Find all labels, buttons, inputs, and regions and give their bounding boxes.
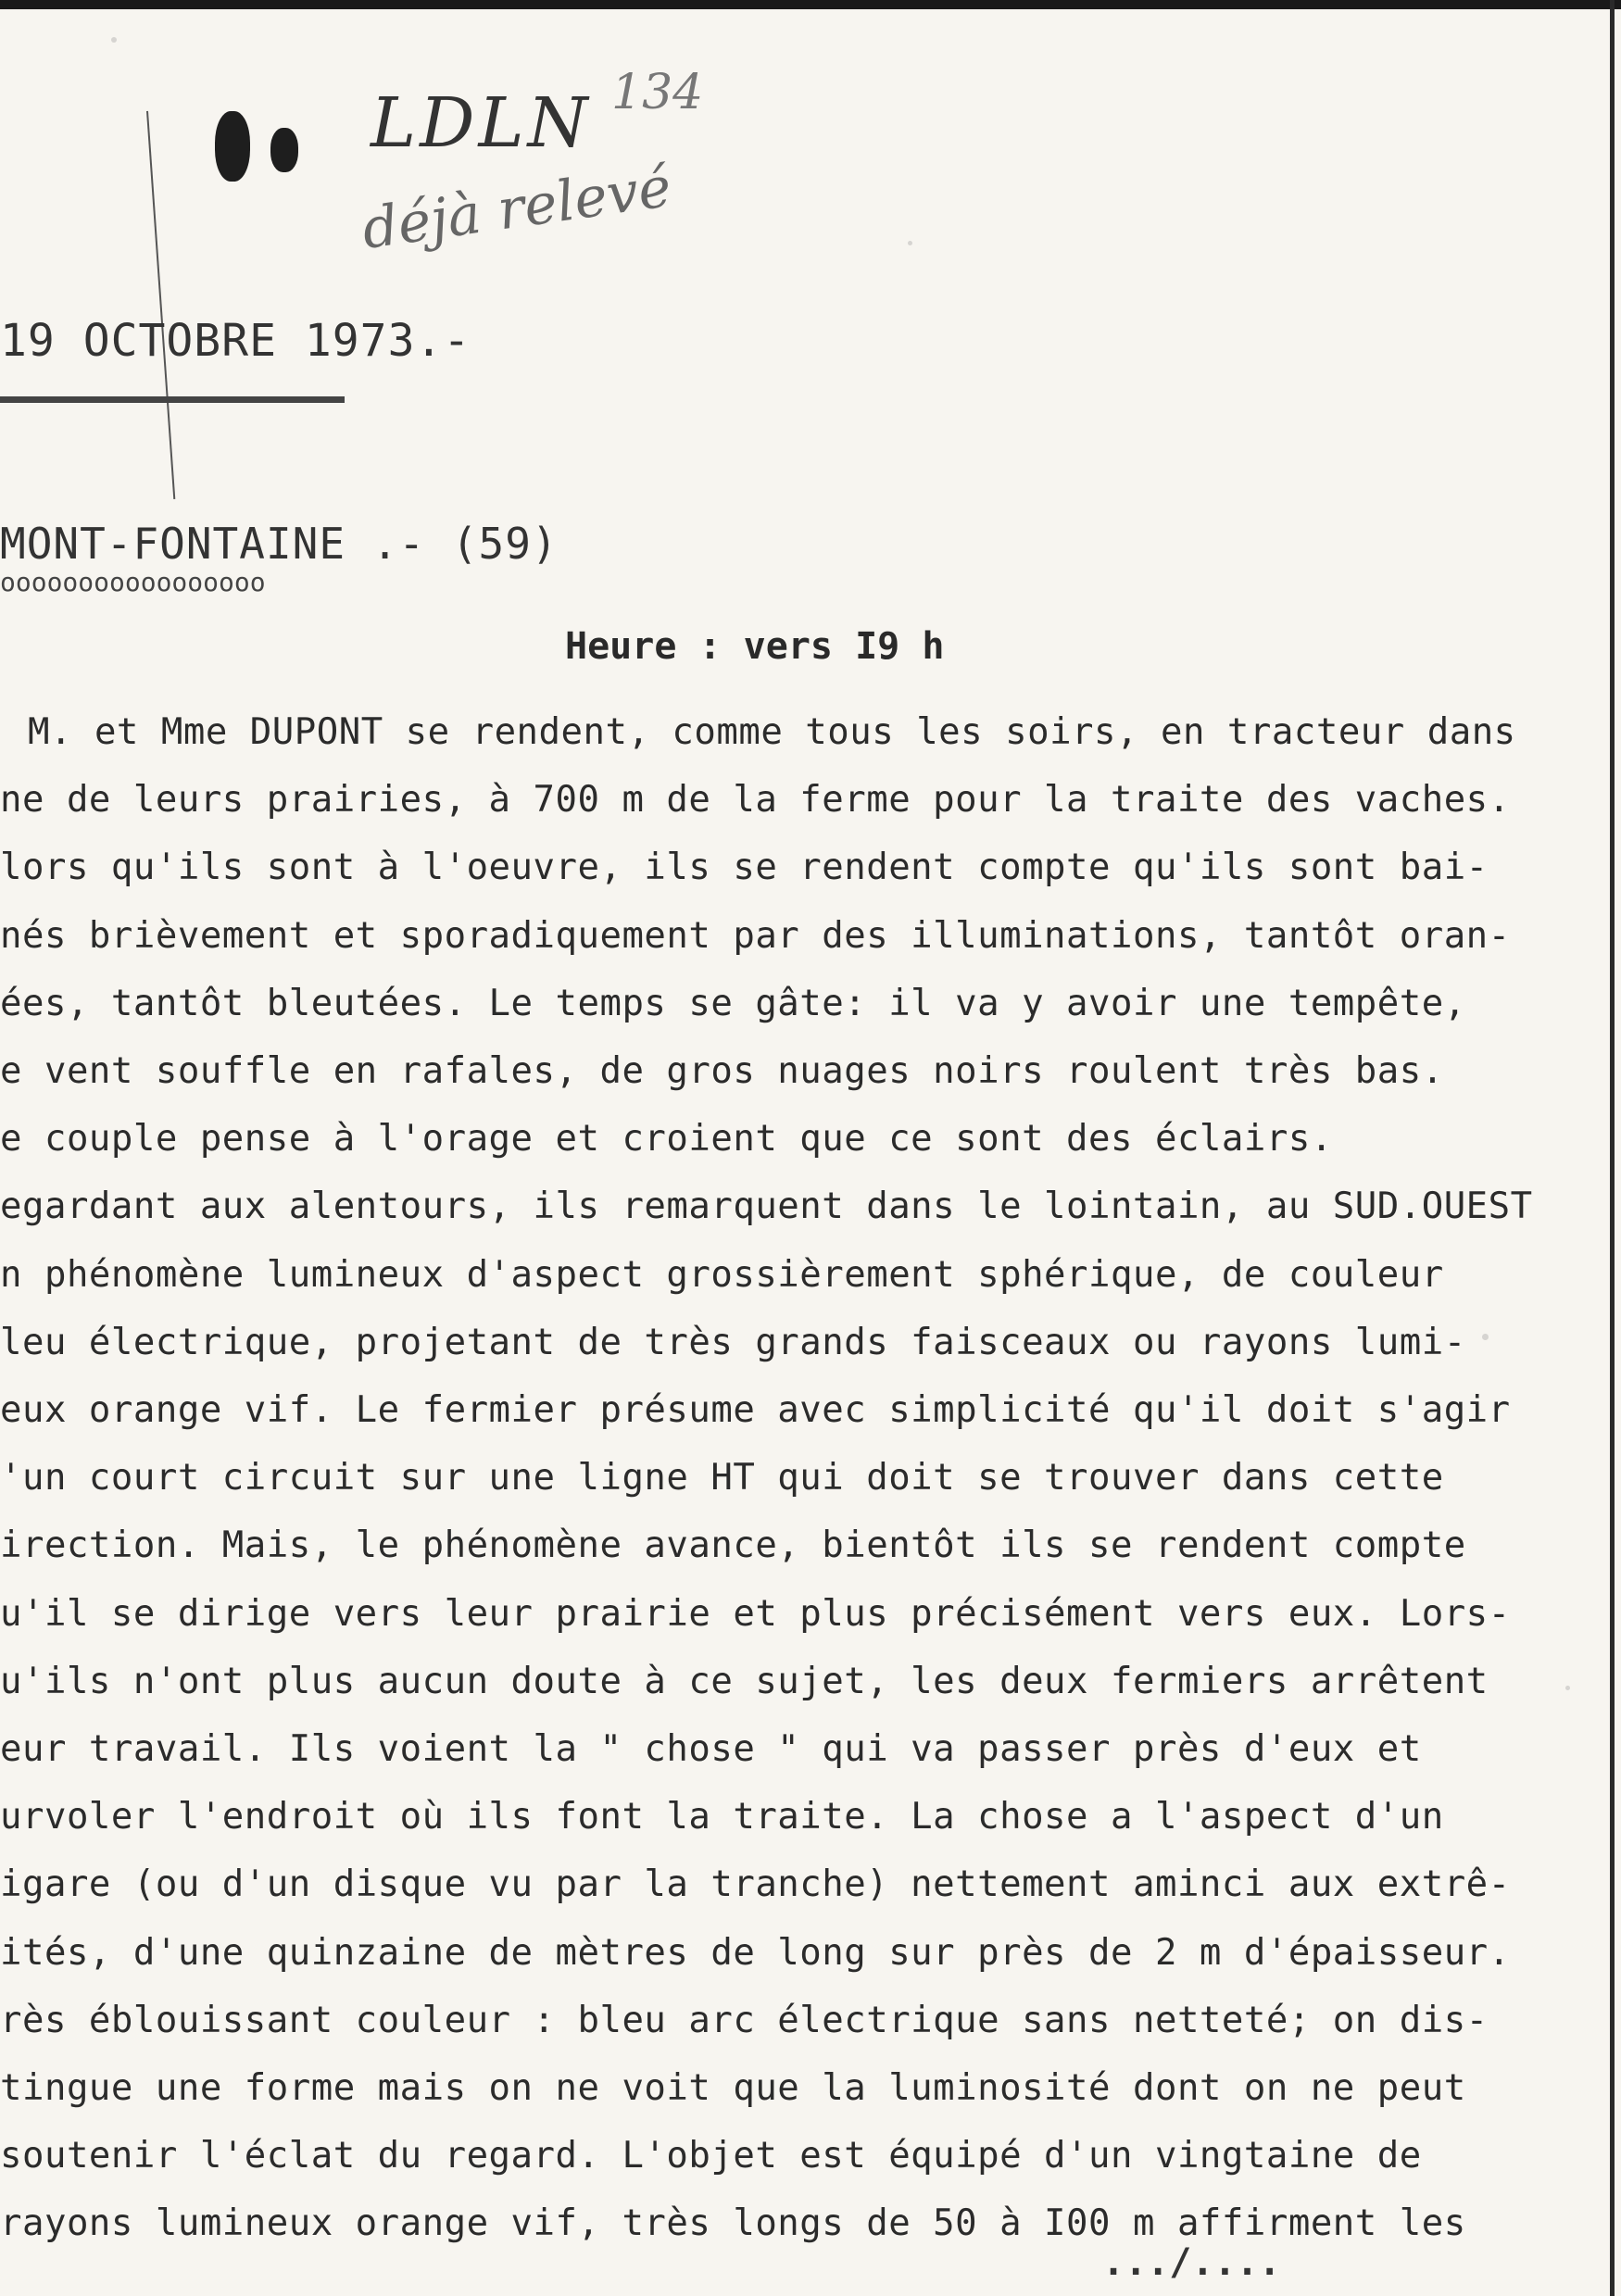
body-line: n phénomène lumineux d'aspect grossièrement sphérique, de couleur	[0, 1253, 1444, 1296]
continuation-marker: .../....	[1102, 2241, 1281, 2284]
handwritten-reference: LDLN	[371, 83, 592, 163]
body-line: ités, d'une quinzaine de mètres de long sur près de 2 m d'épaisseur.	[0, 1931, 1511, 1974]
body-line: lors qu'ils sont à l'oeuvre, ils se rendent compte qu'ils sont bai-	[0, 847, 1489, 889]
ink-mark	[270, 128, 298, 172]
body-line: egardant aux alentours, ils remarquent dans le lointain, au SUD.OUEST	[0, 1186, 1533, 1228]
body-line: u'ils n'ont plus aucun doute à ce sujet, les deux fermiers arrêtent	[0, 1660, 1489, 1702]
paper-speck	[1482, 1334, 1489, 1340]
report-date: 19 OCTOBRE 1973.-	[0, 315, 471, 367]
paper-speck	[111, 37, 117, 43]
body-line: eur travail. Ils voient la " chose " qui va passer près d'eux et	[0, 1728, 1422, 1770]
date-underline	[0, 396, 345, 403]
paper-speck	[1565, 1686, 1570, 1690]
body-line: soutenir l'éclat du regard. L'objet est équipé d'un vingtaine de	[0, 2135, 1422, 2177]
ink-mark	[215, 111, 250, 182]
handwritten-number: 134	[611, 65, 704, 120]
margin-pencil-line	[146, 111, 175, 499]
body-line: leu électrique, projetant de très grands faisceaux ou rayons lumi-	[0, 1321, 1466, 1363]
time-heading: Heure : vers I9 h	[565, 625, 945, 668]
body-line: urvoler l'endroit où ils font la traite. La chose a l'aspect d'un	[0, 1796, 1444, 1838]
body-line: ées, tantôt bleutées. Le temps se gâte: il va y avoir une tempête,	[0, 982, 1466, 1024]
paper-speck	[908, 241, 912, 245]
body-line: rès éblouissant couleur : bleu arc électrique sans netteté; on dis-	[0, 1999, 1489, 2041]
location-heading: MONT-FONTAINE .- (59)	[0, 519, 559, 569]
body-line: u'il se dirige vers leur prairie et plus précisément vers eux. Lors-	[0, 1592, 1511, 1635]
right-edge-rule	[1610, 0, 1615, 2296]
location-underline: ooooooooooooooooo	[0, 567, 266, 597]
body-line: M. et Mme DUPONT se rendent, comme tous les soirs, en tracteur dans	[28, 711, 1516, 753]
body-line: irection. Mais, le phénomène avance, bientôt ils se rendent compte	[0, 1524, 1466, 1567]
body-line: nés brièvement et sporadiquement par des illuminations, tantôt oran-	[0, 914, 1511, 957]
top-edge-rule	[0, 0, 1621, 9]
body-line: tingue une forme mais on ne voit que la luminosité dont on ne peut	[0, 2067, 1466, 2109]
body-line: e couple pense à l'orage et croient que ce sont des éclairs.	[0, 1118, 1333, 1161]
handwritten-note: déjà relevé	[358, 154, 675, 263]
body-line: rayons lumineux orange vif, très longs de 50 à I00 m affirment les	[0, 2202, 1466, 2245]
body-line: eux orange vif. Le fermier présume avec simplicité qu'il doit s'agir	[0, 1389, 1511, 1431]
body-line: 'un court circuit sur une ligne HT qui doit se trouver dans cette	[0, 1457, 1444, 1499]
body-line: ne de leurs prairies, à 700 m de la ferme pour la traite des vaches.	[0, 779, 1511, 822]
body-line: igare (ou d'un disque vu par la tranche) nettement aminci aux extrê-	[0, 1863, 1511, 1906]
body-line: e vent souffle en rafales, de gros nuages noirs roulent très bas.	[0, 1050, 1444, 1092]
